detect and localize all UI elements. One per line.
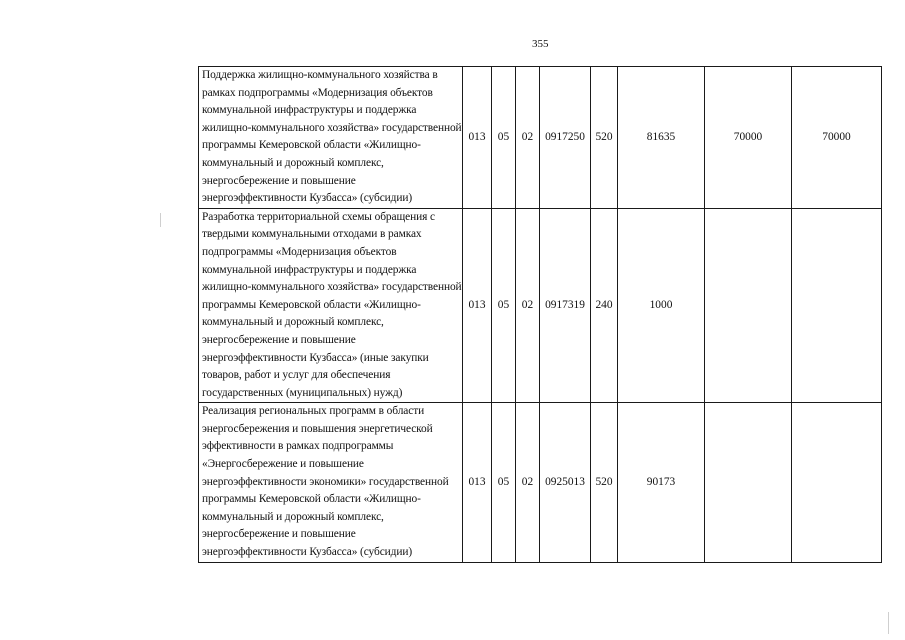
ministry-code: 013 bbox=[463, 208, 492, 403]
target-article-code: 0917319 bbox=[540, 208, 591, 403]
amount-year-1: 90173 bbox=[618, 403, 705, 562]
amount-year-2 bbox=[705, 403, 792, 562]
amount-year-3: 70000 bbox=[792, 67, 882, 209]
ministry-code: 013 bbox=[463, 67, 492, 209]
budget-table bbox=[198, 66, 882, 563]
target-article-code: 0917250 bbox=[540, 67, 591, 209]
row-description: Реализация региональных программ в области энергосбережения и повышения энергетической эффективности в рамках подпрограммы «Энергосбережение и повышение энергоэффективности экономики» государственной программы Кемеровской области «Жилищно-коммунальный и дорожный комплекс, энергосбережение и повышение энергоэффективности Кузбасса» (субсидии) bbox=[199, 403, 463, 562]
expense-type-code: 520 bbox=[591, 403, 618, 562]
section-code: 05 bbox=[492, 208, 516, 403]
subsection-code: 02 bbox=[516, 403, 540, 562]
amount-year-1: 81635 bbox=[618, 67, 705, 209]
table-row bbox=[199, 403, 882, 562]
amount-year-2 bbox=[705, 208, 792, 403]
expense-type-code: 520 bbox=[591, 67, 618, 209]
target-article-code: 0925013 bbox=[540, 403, 591, 562]
subsection-code: 02 bbox=[516, 208, 540, 403]
section-code: 05 bbox=[492, 403, 516, 562]
amount-year-1: 1000 bbox=[618, 208, 705, 403]
amount-year-3 bbox=[792, 208, 882, 403]
page-number: 355 bbox=[532, 38, 549, 50]
row-description: Поддержка жилищно-коммунального хозяйства в рамках подпрограммы «Модернизация объектов коммунальной инфраструктуры и поддержка жилищно-коммунального хозяйства» государственной программы Кемеровской области «Жилищно-коммунальный и дорожный комплекс, энергосбережение и повышение энергоэффективности Кузбасса» (субсидии) bbox=[199, 67, 463, 209]
table-row bbox=[199, 67, 882, 209]
amount-year-3 bbox=[792, 403, 882, 562]
table-row bbox=[199, 208, 882, 403]
scan-mark bbox=[160, 213, 161, 227]
scan-mark bbox=[888, 612, 889, 634]
expense-type-code: 240 bbox=[591, 208, 618, 403]
section-code: 05 bbox=[492, 67, 516, 209]
ministry-code: 013 bbox=[463, 403, 492, 562]
row-description: Разработка территориальной схемы обращения с твердыми коммунальными отходами в рамках подпрограммы «Модернизация объектов коммунальной инфраструктуры и поддержка жилищно-коммунального хозяйства» государственной программы Кемеровской области «Жилищно-коммунальный и дорожный комплекс, энергосбережение и повышение энергоэффективности Кузбасса» (иные закупки товаров, работ и услуг для обеспечения государственных (муниципальных) нужд) bbox=[199, 208, 463, 403]
amount-year-2: 70000 bbox=[705, 67, 792, 209]
subsection-code: 02 bbox=[516, 67, 540, 209]
